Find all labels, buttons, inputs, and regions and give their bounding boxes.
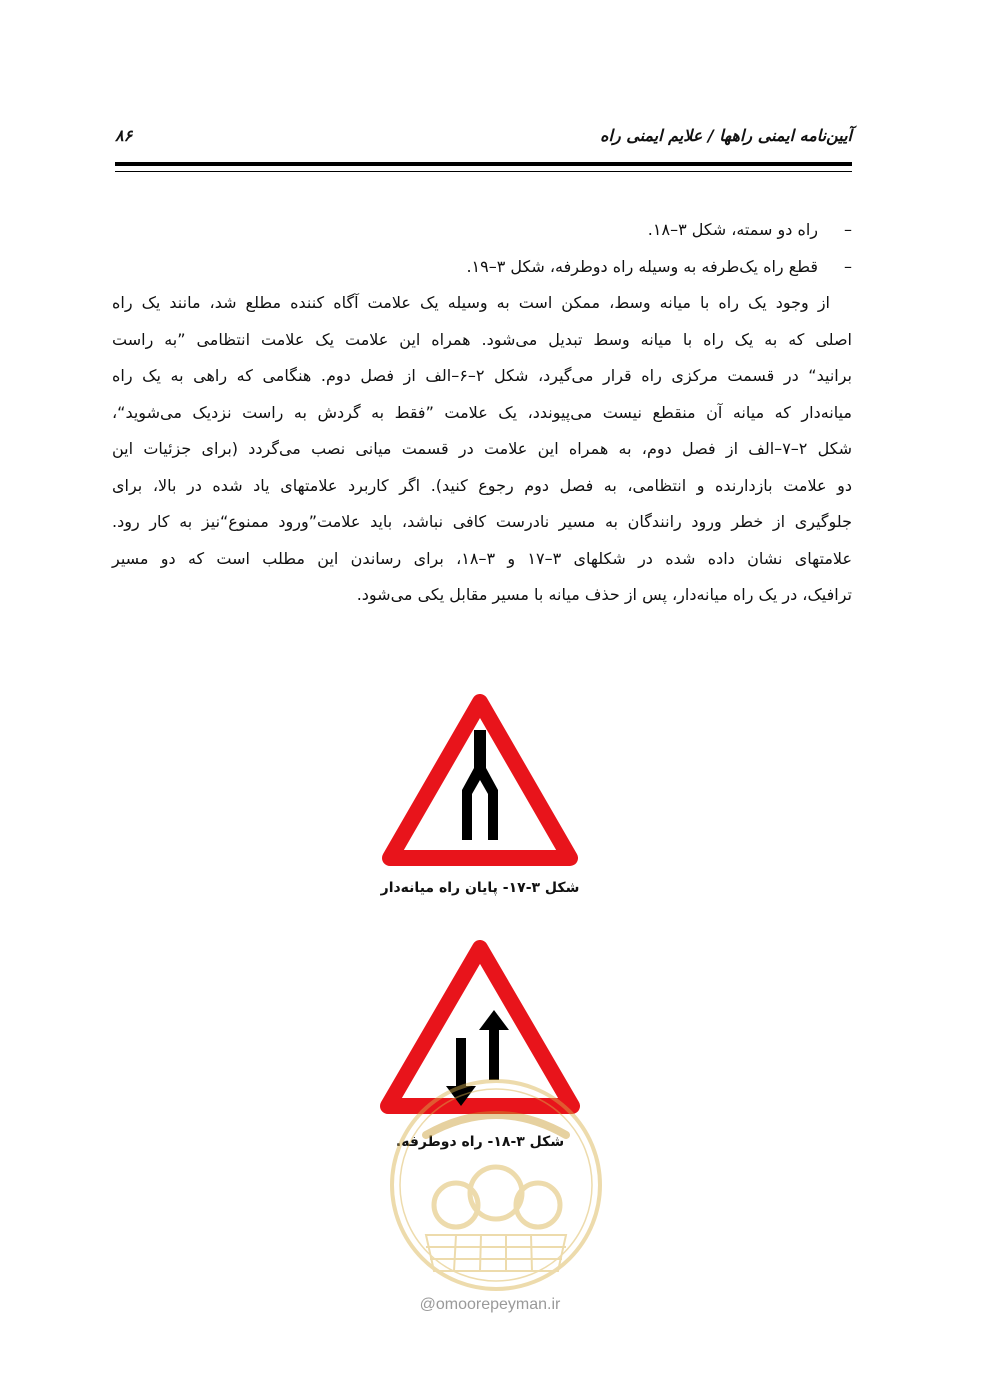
paragraph-line: اصلی که به یک راه با میانه وسط تبدیل می‌شود. همراه این علامت یک علامت انتظامی ”به راست — [112, 329, 852, 349]
watermark-text: @omoorepeyman.ir — [419, 1296, 561, 1313]
figure-caption: شکل ۳-۱۸- راه دوطرفه. — [395, 1134, 565, 1150]
bullet-item — [112, 249, 852, 286]
bullet-dash: – — [844, 256, 852, 276]
watermark-seal-icon — [386, 1075, 606, 1295]
paragraph-line: شکل ۲–۷–الف از فصل دوم، به همراه این علامت در قسمت میانی نصب می‌گردد (برای جزئیات این — [112, 439, 852, 458]
paragraph-line: میانه‌دار که میانه آن منقطع نیست می‌پیوندد، یک علامت ”فقط به گردش به راست نزدیک می‌شوید“، — [112, 402, 852, 422]
end-of-dual-carriageway-sign-icon — [382, 694, 578, 870]
page-header — [115, 126, 852, 156]
figure-caption: شکل ۳-۱۷- پایان راه میانه‌دار — [380, 880, 580, 896]
header-rule-thin — [115, 171, 852, 172]
header-rule-thick — [115, 162, 852, 166]
paragraph-line: جلوگیری از خطر ورود رانندگان به مسیر نادرست کافی نباشد، باید علامت”ورود ممنوع“نیز به کار رود. — [112, 512, 852, 531]
bullet-text: راه دو سمته، شکل ۳–۱۸. — [647, 220, 818, 239]
header-title: آیین‌نامه ایمنی راهها / علایم ایمنی راه — [600, 126, 852, 145]
bullet-item — [112, 212, 852, 249]
paragraph-line: علامتهای نشان داده شده در شکلهای ۳–۱۷ و ۳–۱۸، برای رساندن این مطلب است که دو مسیر — [112, 548, 852, 568]
bullet-text: قطع راه یک‌طرفه به وسیله راه دوطرفه، شکل ۳–۱۹. — [466, 256, 818, 276]
bullet-dash: – — [844, 220, 852, 239]
paragraph — [112, 285, 852, 614]
paragraph-line: دو علامت بازدارنده و انتظامی، به فصل دوم رجوع کنید). اگر کاربرد علامتهای یاد شده در بالا، برای — [112, 475, 852, 495]
body-text — [112, 212, 852, 614]
page-number: ۸۶ — [115, 126, 133, 145]
paragraph-line: از وجود یک راه با میانه وسط، ممکن است به وسیله یک علامت آگاه کننده مطلع شد، مانند یک راه — [112, 293, 830, 312]
paragraph-line: ترافیک، در یک راه میانه‌دار، پس از حذف میانه با مسیر مقابل یکی می‌شود. — [356, 585, 852, 604]
paragraph-line: برانید“ در قسمت مرکزی راه قرار می‌گیرد، شکل ۲–۶–الف از فصل دوم. هنگامی که راهی به یک راه — [112, 366, 852, 385]
